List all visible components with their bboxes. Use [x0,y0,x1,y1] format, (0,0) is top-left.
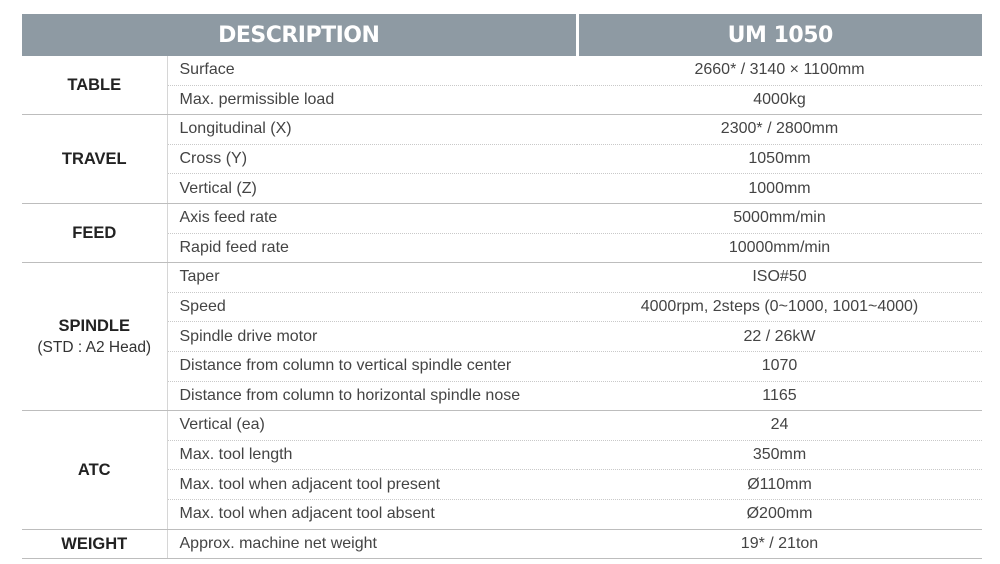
spec-value: 1070 [577,351,982,381]
category-label: ATC [77,460,111,479]
table-row [22,529,982,559]
spec-value: 2660* / 3140 × 1100mm [577,56,982,85]
spec-value: ISO#50 [577,263,982,293]
spec-item-label: Distance from column to horizontal spindle nose [167,381,577,411]
spec-item-label: Vertical (ea) [167,411,577,441]
table-row [22,411,982,441]
spec-value: 1050mm [577,144,982,174]
category-cell [22,115,167,204]
spec-item-label: Approx. machine net weight [167,529,577,559]
spec-value: Ø110mm [577,470,982,500]
spec-item-label: Max. tool when adjacent tool present [167,470,577,500]
category-label: SPINDLE [58,316,130,335]
spec-item-label: Surface [167,56,577,85]
spec-value: 1000mm [577,174,982,204]
spec-value: 5000mm/min [577,203,982,233]
spec-value: 4000kg [577,85,982,115]
category-subtitle: (STD : A2 Head) [37,338,152,356]
category-label: WEIGHT [61,534,128,553]
table-row [22,115,982,145]
header-row [22,14,982,56]
category-cell [22,203,167,262]
table-row [22,56,982,85]
category-cell [22,529,167,559]
spec-value: 4000rpm, 2steps (0~1000, 1001~4000) [577,292,982,322]
category-cell [22,263,167,411]
category-cell [22,411,167,529]
spec-value: 1165 [577,381,982,411]
category-label: TABLE [67,76,122,95]
category-label: TRAVEL [61,150,127,169]
spec-body [22,56,982,559]
table-row [22,203,982,233]
spec-value: 2300* / 2800mm [577,115,982,145]
spec-item-label: Rapid feed rate [167,233,577,263]
spec-value: 24 [577,411,982,441]
header-model: UM 1050 [577,14,982,56]
table-row [22,263,982,293]
spec-item-label: Speed [167,292,577,322]
header-description: DESCRIPTION [22,14,577,56]
spec-item-label: Vertical (Z) [167,174,577,204]
spec-value: 19* / 21ton [577,529,982,559]
spec-table [22,14,982,559]
spec-item-label: Cross (Y) [167,144,577,174]
spec-item-label: Taper [167,263,577,293]
category-cell [22,56,167,115]
spec-item-label: Longitudinal (X) [167,115,577,145]
spec-value: 10000mm/min [577,233,982,263]
spec-item-label: Max. tool when adjacent tool absent [167,499,577,529]
spec-item-label: Distance from column to vertical spindle center [167,351,577,381]
spec-item-label: Max. tool length [167,440,577,470]
spec-item-label: Axis feed rate [167,203,577,233]
spec-item-label: Spindle drive motor [167,322,577,352]
spec-item-label: Max. permissible load [167,85,577,115]
spec-value: 22 / 26kW [577,322,982,352]
category-label: FEED [72,224,117,243]
spec-value: Ø200mm [577,499,982,529]
spec-value: 350mm [577,440,982,470]
